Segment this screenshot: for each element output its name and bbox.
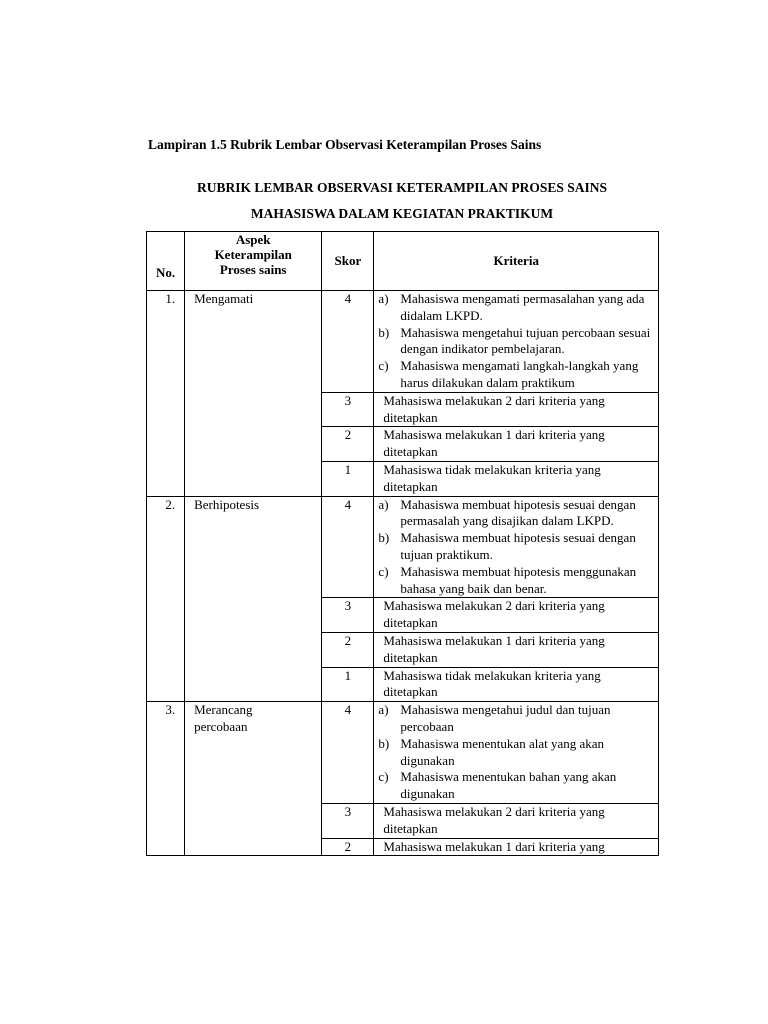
skor-cell: 1 <box>322 667 374 702</box>
criteria-item <box>378 291 654 325</box>
kriteria-cell <box>374 461 659 496</box>
row-number: 1. <box>147 291 185 497</box>
criteria-item <box>378 358 654 392</box>
criteria-text: Mahasiswa melakukan 1 dari kriteria yang ditetapkan <box>383 427 605 460</box>
table-row <box>147 496 659 598</box>
skor-cell: 3 <box>322 598 374 633</box>
criteria-marker: a) <box>378 702 389 718</box>
rubric-body <box>147 291 659 856</box>
header-aspek <box>185 232 322 291</box>
criteria-text: Mahasiswa mengetahui judul dan tujuan percobaan <box>400 702 611 734</box>
criteria-text: Mahasiswa membuat hipotesis menggunakan bahasa yang baik dan benar. <box>400 563 637 596</box>
criteria-text: Mahasiswa melakukan 1 dari kriteria yang <box>383 838 605 854</box>
criteria-item <box>378 736 654 770</box>
criteria-marker: b) <box>378 530 390 546</box>
criteria-item <box>378 769 654 803</box>
aspek-cell <box>185 702 322 856</box>
skor-cell: 1 <box>322 461 374 496</box>
table-row <box>147 702 659 804</box>
kriteria-cell <box>374 598 659 633</box>
table-header-row <box>147 232 659 291</box>
row-number: 3. <box>147 702 185 856</box>
rubric-title-line-2: MAHASISWA DALAM KEGIATAN PRAKTIKUM <box>250 206 554 221</box>
criteria-marker: a) <box>378 496 389 512</box>
rubric-title-line-1: RUBRIK LEMBAR OBSERVASI KETERAMPILAN PROSES SAINS <box>197 180 607 195</box>
criteria-marker: c) <box>378 358 389 374</box>
kriteria-cell <box>374 496 659 598</box>
criteria-text: Mahasiswa membuat hipotesis sesuai dengan permasalah yang disajikan dalam LKPD. <box>400 496 636 529</box>
criteria-text: Mahasiswa melakukan 2 dari kriteria yang ditetapkan <box>383 598 605 631</box>
header-aspek-line: Proses sains <box>219 262 287 277</box>
criteria-text: Mahasiswa melakukan 2 dari kriteria yang ditetapkan <box>383 803 605 836</box>
criteria-text: Mahasiswa mengamati langkah-langkah yang harus dilakukan dalam praktikum <box>400 358 639 390</box>
kriteria-cell <box>374 803 659 838</box>
aspek-label: percobaan <box>194 718 248 734</box>
skor-cell: 2 <box>322 838 374 856</box>
criteria-marker: a) <box>378 291 389 306</box>
criteria-text: Mahasiswa menentukan alat yang akan digunakan <box>400 735 605 768</box>
header-kriteria: Kriteria <box>374 232 659 291</box>
criteria-item <box>378 702 654 736</box>
kriteria-cell <box>374 667 659 702</box>
criteria-text: Mahasiswa mengetahui tujuan percobaan sesuai dengan indikator pembelajaran. <box>400 324 651 357</box>
rubric-table <box>146 231 659 856</box>
criteria-item <box>378 497 654 531</box>
table-row <box>147 291 659 393</box>
criteria-marker: b) <box>378 324 390 340</box>
aspek-label: Merancang <box>194 702 253 718</box>
skor-cell: 3 <box>322 803 374 838</box>
criteria-text: Mahasiswa tidak melakukan kriteria yang ditetapkan <box>383 461 601 494</box>
header-aspek-line: Keterampilan <box>214 247 292 262</box>
kriteria-cell <box>374 632 659 667</box>
row-number: 2. <box>147 496 185 702</box>
skor-cell: 2 <box>322 632 374 667</box>
criteria-text: Mahasiswa menentukan bahan yang akan digunakan <box>400 769 617 802</box>
kriteria-cell <box>374 702 659 804</box>
criteria-list <box>378 702 654 803</box>
criteria-item <box>378 325 654 359</box>
header-aspek-line: Aspek <box>235 232 271 247</box>
skor-cell: 2 <box>322 427 374 462</box>
criteria-text: Mahasiswa melakukan 2 dari kriteria yang ditetapkan <box>383 392 605 425</box>
criteria-item <box>378 564 654 598</box>
kriteria-cell <box>374 392 659 427</box>
appendix-caption: Lampiran 1.5 Rubrik Lembar Observasi Keterampilan Proses Sains <box>148 137 542 152</box>
aspek-label: Berhipotesis <box>194 496 260 512</box>
criteria-list <box>378 291 654 392</box>
kriteria-cell <box>374 291 659 393</box>
aspek-cell <box>185 496 322 702</box>
criteria-text: Mahasiswa melakukan 1 dari kriteria yang ditetapkan <box>383 632 605 665</box>
criteria-text: Mahasiswa mengamati permasalahan yang ada didalam LKPD. <box>400 291 645 323</box>
criteria-text: Mahasiswa tidak melakukan kriteria yang ditetapkan <box>383 667 601 700</box>
skor-cell: 3 <box>322 392 374 427</box>
criteria-text: Mahasiswa membuat hipotesis sesuai dengan tujuan praktikum. <box>400 530 636 562</box>
header-skor: Skor <box>322 232 374 291</box>
criteria-marker: b) <box>378 735 390 751</box>
skor-cell: 4 <box>322 291 374 393</box>
kriteria-cell <box>374 838 659 856</box>
aspek-label: Mengamati <box>194 291 254 306</box>
skor-cell: 4 <box>322 702 374 804</box>
kriteria-cell <box>374 427 659 462</box>
criteria-list <box>378 497 654 598</box>
header-no: No. <box>147 232 185 291</box>
criteria-item <box>378 530 654 564</box>
criteria-marker: c) <box>378 563 389 579</box>
skor-cell: 4 <box>322 496 374 598</box>
criteria-marker: c) <box>378 769 389 785</box>
aspek-cell <box>185 291 322 497</box>
